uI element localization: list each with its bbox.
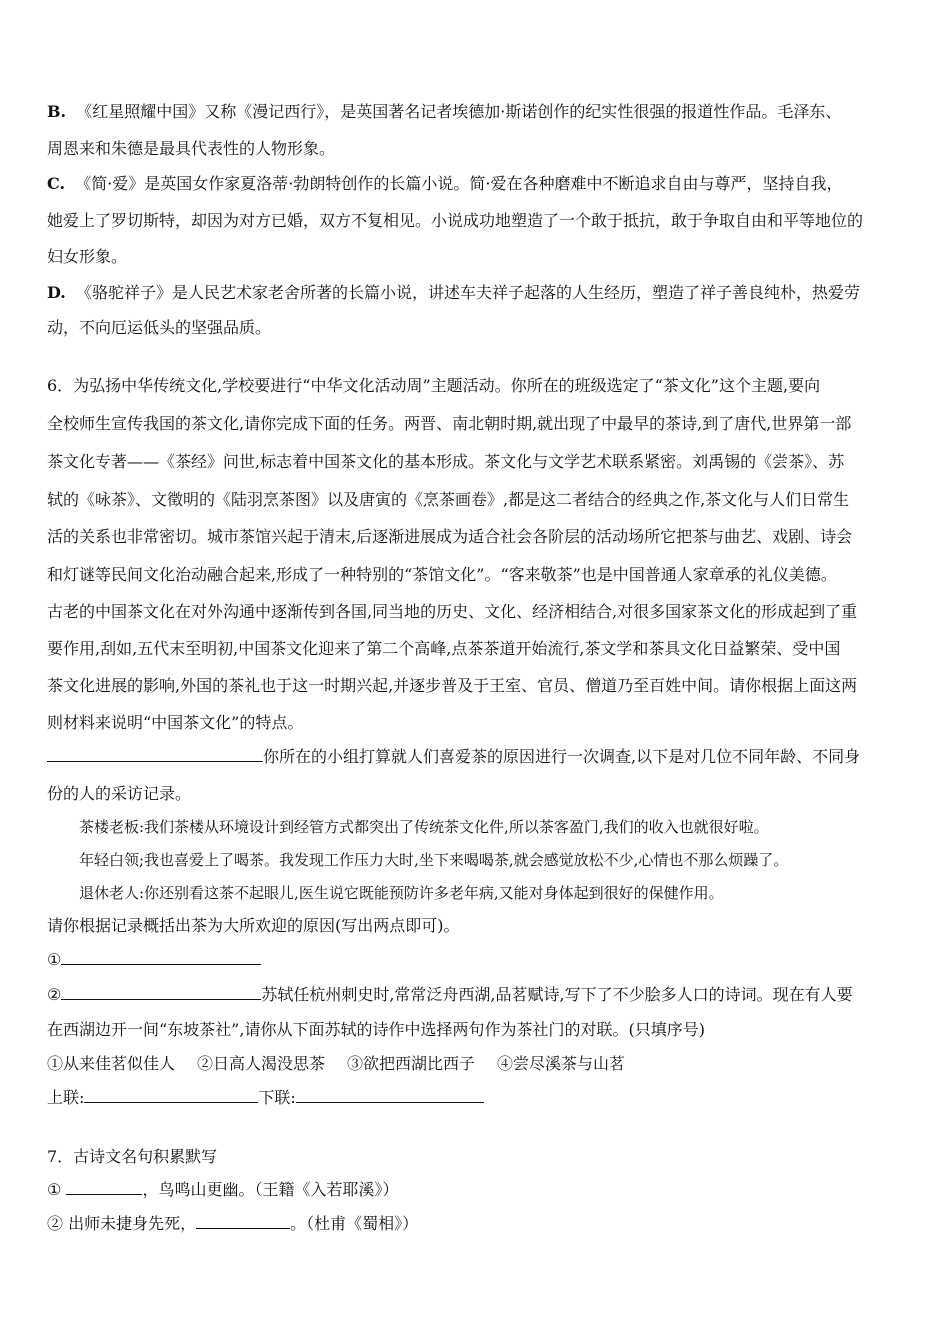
interview-white-collar: 年轻白领;我也喜爱上了喝茶。我发现工作压力大时,坐下来喝喝茶,就会感觉放松不少,心情也不那么烦躁了。 (79, 851, 789, 869)
q6-line-5: 活的关系也非常密切。城市茶馆兴起于清末,后逐渐进展成为适合社会各阶层的活动场所它把茶与曲艺、戏剧、诗会 (47, 527, 853, 546)
upper-label: 上联: (47, 1088, 85, 1107)
option-b-line-1 (47, 102, 841, 122)
couplet-text-1: 苏轼任杭州刺史时,常常泛舟西湖,品茗赋诗,写下了不少脍多人口的诗词。现在有人要 (261, 985, 853, 1004)
q7-item-2-post: 。（杜甫《蜀相》） (290, 1214, 419, 1233)
survey-text-1: 你所在的小组打算就人们喜爱茶的原因进行一次调查,以下是对几位不同年龄、不同身 (263, 747, 861, 766)
option-c-text-1: 《简·爱》是英国女作家夏洛蒂·勃朗特创作的长篇小说。简·爱在各种磨难中不断追求自由与尊严，坚持自我， (75, 174, 843, 193)
survey-line-2: 份的人的采访记录。 (47, 784, 192, 803)
choice-2: ②日高人渴没思茶 (197, 1054, 326, 1073)
q7-item-1-mark: ① (47, 1180, 62, 1199)
option-c-line-2: 她爱上了罗切斯特，却因为对方已婚，双方不复相见。小说成功地塑造了一个敢于抵抗，敢于争取自由和平等地位的 (47, 211, 864, 230)
option-b-label: B. (47, 102, 67, 121)
q6-line-7: 古老的中国茶文化在对外沟通中逐渐传到各国,同当地的历史、文化、经济相结合,对很多国家茶文化的形成起到了重 (47, 602, 858, 621)
q7-item-2-pre: 出师未捷身先死， (68, 1214, 197, 1233)
choice-1: ①从来佳茗似佳人 (47, 1054, 176, 1073)
q6-line-4: 轼的《咏茶》、文徵明的《陆羽烹茶图》以及唐寅的《烹茶画卷》,都是这二者结合的经典之作,茶文化与人们日常生 (47, 490, 850, 509)
answer-2-mark: ② (47, 985, 62, 1004)
q6-line-10: 则材料来说明“中国茶文化”的特点。 (47, 713, 304, 732)
reason-prompt: 请你根据记录概括出茶为大所欢迎的原因(写出两点即可)。 (47, 916, 460, 935)
q7-item-2 (47, 1214, 418, 1234)
upper-couplet-blank[interactable] (84, 1088, 258, 1103)
option-c-line-3: 妇女形象。 (47, 247, 128, 266)
q6-line-6: 和灯谜等民间文化治动融合起来,形成了一种特别的“茶馆文化”。“客来敬茶”也是中国普通人家章承的礼仪美德。 (47, 565, 837, 584)
survey-line-1 (47, 747, 860, 767)
q6-line-2: 全校师生宣传我国的茶文化,请你完成下面的任务。两晋、南北朝时期,就出现了中最早的茶诗,到了唐代,世界第一部 (47, 414, 852, 433)
q7-item-1 (47, 1180, 398, 1200)
interview-boss: 茶楼老板:我们茶楼从环境设计到经管方式都突出了传统茶文化件,所以茶客盈门,我们的收入也就很好啦。 (79, 818, 769, 836)
q6-line-1: 6．为弘扬中华传统文化,学校要进行“中华文化活动周”主题活动。你所在的班级选定了“茶文化”这个主题,要向 (47, 376, 821, 395)
answer-1-blank[interactable] (61, 950, 261, 965)
lower-couplet-blank[interactable] (296, 1088, 484, 1103)
lower-label: 下联: (258, 1088, 296, 1107)
q7-item-1-text: ，鸟鸣山更幽。（王籍《入若耶溪》） (142, 1180, 399, 1199)
q6-line-3: 茶文化专著——《茶经》问世,标志着中国茶文化的基本形成。茶文化与文学艺术联系紧密。刘禹锡的《尝茶》、苏 (47, 452, 845, 471)
option-d-line-2: 动，不向厄运低头的坚强品质。 (47, 318, 272, 337)
q7-item-2-blank[interactable] (196, 1214, 290, 1229)
couplet-answer-line (47, 1088, 484, 1108)
q6-line-9: 茶文化进展的影响,外国的茶礼也于这一时期兴起,并逐步普及于王室、官员、僧道乃至百姓中间。请你根据上面这两 (47, 676, 858, 695)
choice-4: ④尝尽溪茶与山茗 (497, 1054, 626, 1073)
option-c-label: C. (47, 174, 66, 193)
answer-blank[interactable] (47, 747, 263, 762)
interview-retiree: 退休老人:你还别看这茶不起眼儿,医生说它既能预防许多老年病,又能对身体起到很好的保健作用。 (79, 884, 724, 902)
couplet-line-2: 在西湖边开一间“东坡茶社”,请你从下面苏轼的诗作中选择两句作为茶社门的对联。(只填序号) (47, 1020, 705, 1039)
q7-title: 7．古诗文名句积累默写 (47, 1147, 218, 1166)
answer-2-line (47, 985, 853, 1005)
option-d-label: D. (47, 283, 66, 302)
option-b-line-2: 周恩来和朱德是最具代表性的人物形象。 (47, 139, 336, 158)
choice-3: ③欲把西湖比西子 (347, 1054, 476, 1073)
answer-1-mark: ① (47, 950, 62, 969)
option-c-line-1 (47, 174, 842, 194)
q7-item-2-mark: ② (47, 1214, 64, 1233)
answer-1-line (47, 950, 261, 970)
option-d-line-1 (47, 283, 860, 303)
q6-line-8: 要作用,刮如,五代末至明初,中国茶文化迎来了第二个高峰,点茶茶道开始流行,茶文学和茶具文化日益繁荣、受中国 (47, 639, 841, 658)
couplet-choices (47, 1054, 625, 1074)
option-d-text-1: 《骆驼祥子》是人民艺术家老舍所著的长篇小说，讲述车夫祥子起落的人生经历，塑造了祥子善良纯朴，热爱劳 (76, 283, 861, 302)
option-b-text-1: 《红星照耀中国》又称《漫记西行》，是英国著名记者埃德加·斯诺创作的纪实性很强的报道性作品。毛泽东、 (76, 102, 842, 121)
answer-2-blank[interactable] (61, 985, 261, 1000)
q7-item-1-blank[interactable] (66, 1180, 142, 1195)
